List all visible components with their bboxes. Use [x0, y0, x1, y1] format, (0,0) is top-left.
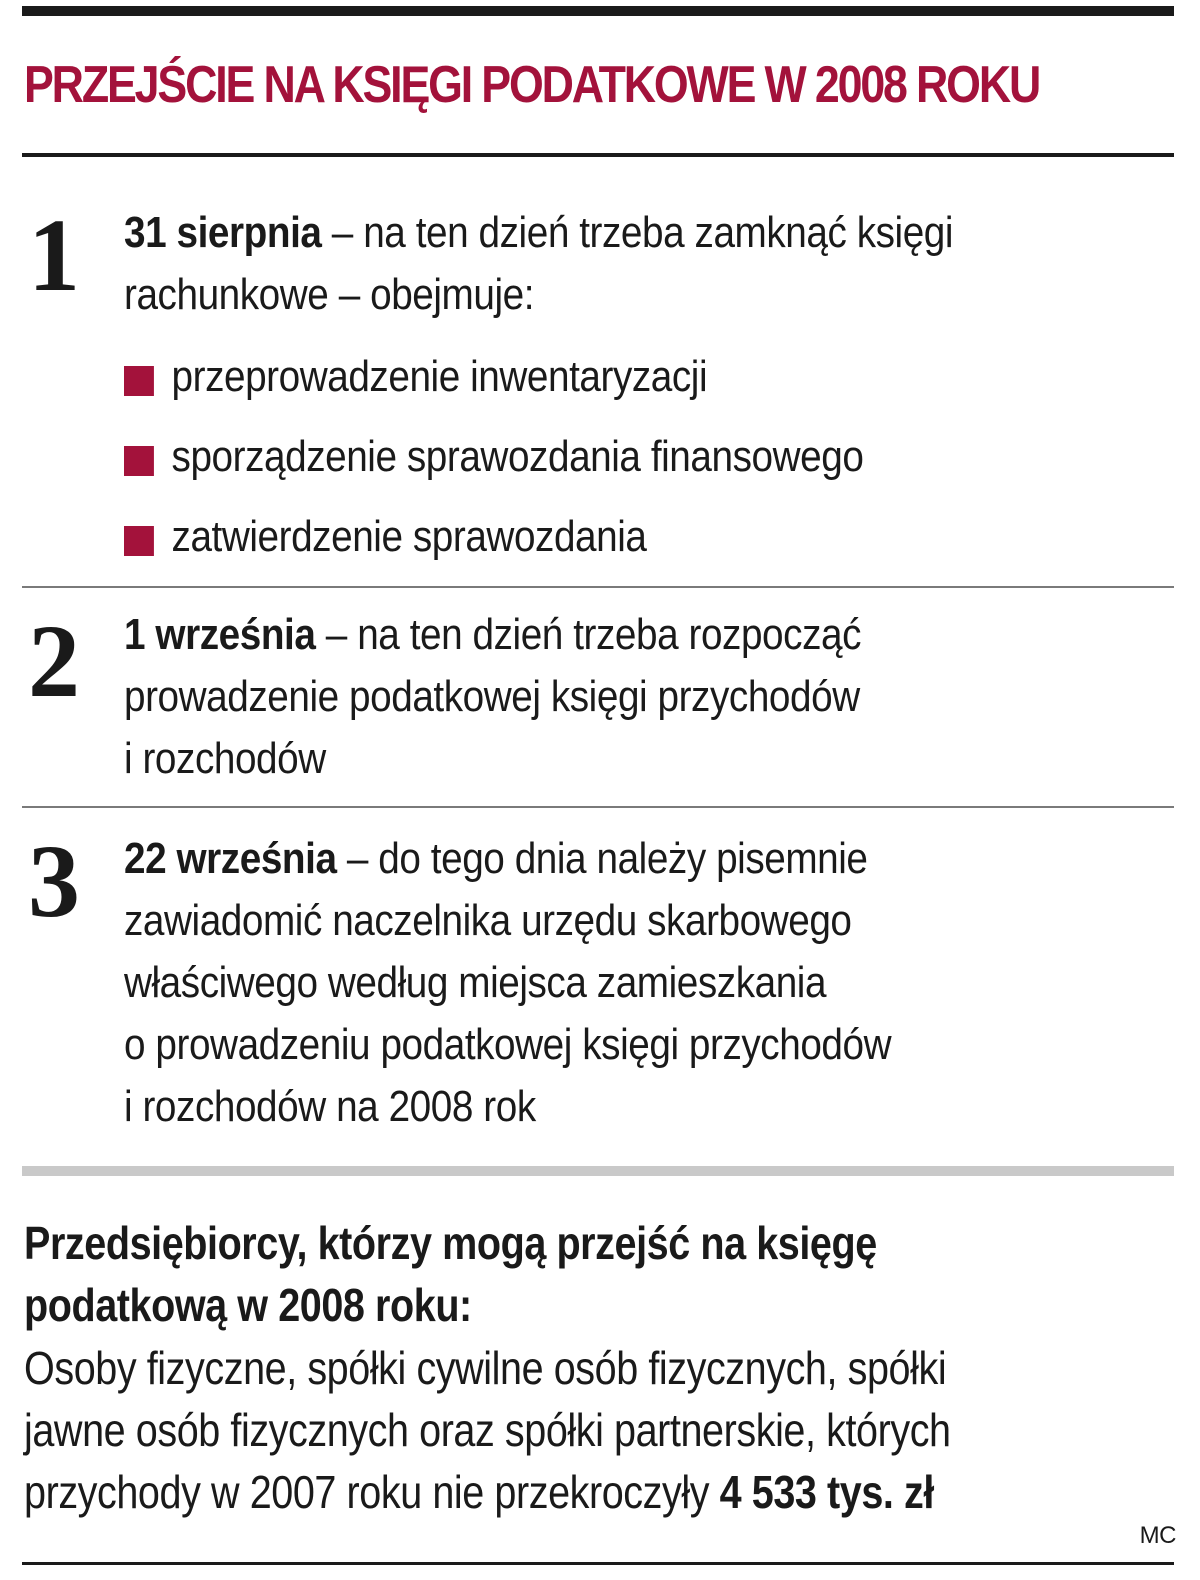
step-text: – na ten dzień trzeba zamknąć księgi [331, 208, 954, 257]
summary-line-last [24, 1461, 1013, 1523]
bullet-square-icon [124, 526, 154, 556]
list-item [124, 506, 1039, 568]
step-body [124, 604, 1039, 790]
step-text: zawiadomić naczelnika urzędu skarbowego [124, 896, 852, 945]
list-item [124, 346, 1039, 408]
top-rule [22, 6, 1174, 16]
summary-heading-line: Przedsiębiorcy, którzy mogą przejść na księgę [24, 1217, 877, 1269]
bullet-square-icon [124, 446, 154, 476]
step-text: o prowadzeniu podatkowej księgi przychodów [124, 1020, 892, 1069]
step-text: prowadzenie podatkowej księgi przychodów [124, 672, 860, 721]
step-number: 1 [28, 198, 80, 313]
step-text: rachunkowe – obejmuje: [124, 270, 535, 319]
divider [22, 586, 1174, 588]
author-credit: MC [1139, 1522, 1176, 1549]
step-number: 2 [28, 604, 80, 719]
step-date: 31 sierpnia [124, 208, 322, 257]
summary-line: Osoby fizyczne, spółki cywilne osób fizycznych, spółki [24, 1342, 947, 1394]
section-rule [22, 1166, 1174, 1176]
step-text-line [124, 202, 1039, 264]
revenue-limit: 4 533 tys. zł [719, 1466, 934, 1518]
summary-heading-line: podatkową w 2008 roku: [24, 1279, 472, 1331]
divider [22, 806, 1174, 808]
list-item [124, 426, 1039, 488]
page-title: PRZEJŚCIE NA KSIĘGI PODATKOWE W 2008 ROKU [24, 56, 1040, 114]
step-text-line [124, 828, 1039, 890]
step-number: 3 [28, 824, 80, 939]
bullet-text: przeprowadzenie inwentaryzacji [171, 352, 708, 401]
summary-heading [24, 1212, 1013, 1336]
step-text: i rozchodów [124, 734, 326, 783]
step-body [124, 828, 1039, 1138]
bullet-text: sporządzenie sprawozdania finansowego [171, 432, 864, 481]
summary-line: jawne osób fizycznych oraz spółki partnerskie, których [24, 1404, 951, 1456]
bottom-rule [22, 1562, 1174, 1565]
bullet-square-icon [124, 366, 154, 396]
title-rule [22, 153, 1174, 157]
step-date: 22 września [124, 834, 337, 883]
bullet-text: zatwierdzenie sprawozdania [171, 512, 647, 561]
step-text-line [124, 604, 1039, 666]
summary-body [24, 1337, 1013, 1523]
step-text: i rozchodów na 2008 rok [124, 1082, 536, 1131]
step-text: – do tego dnia należy pisemnie [346, 834, 868, 883]
step-body [124, 202, 1039, 568]
step-date: 1 września [124, 610, 316, 659]
step-text: właściwego według miejsca zamieszkania [124, 958, 827, 1007]
summary-line: przychody w 2007 roku nie przekroczyły [24, 1466, 710, 1518]
step-text: – na ten dzień trzeba rozpocząć [325, 610, 862, 659]
